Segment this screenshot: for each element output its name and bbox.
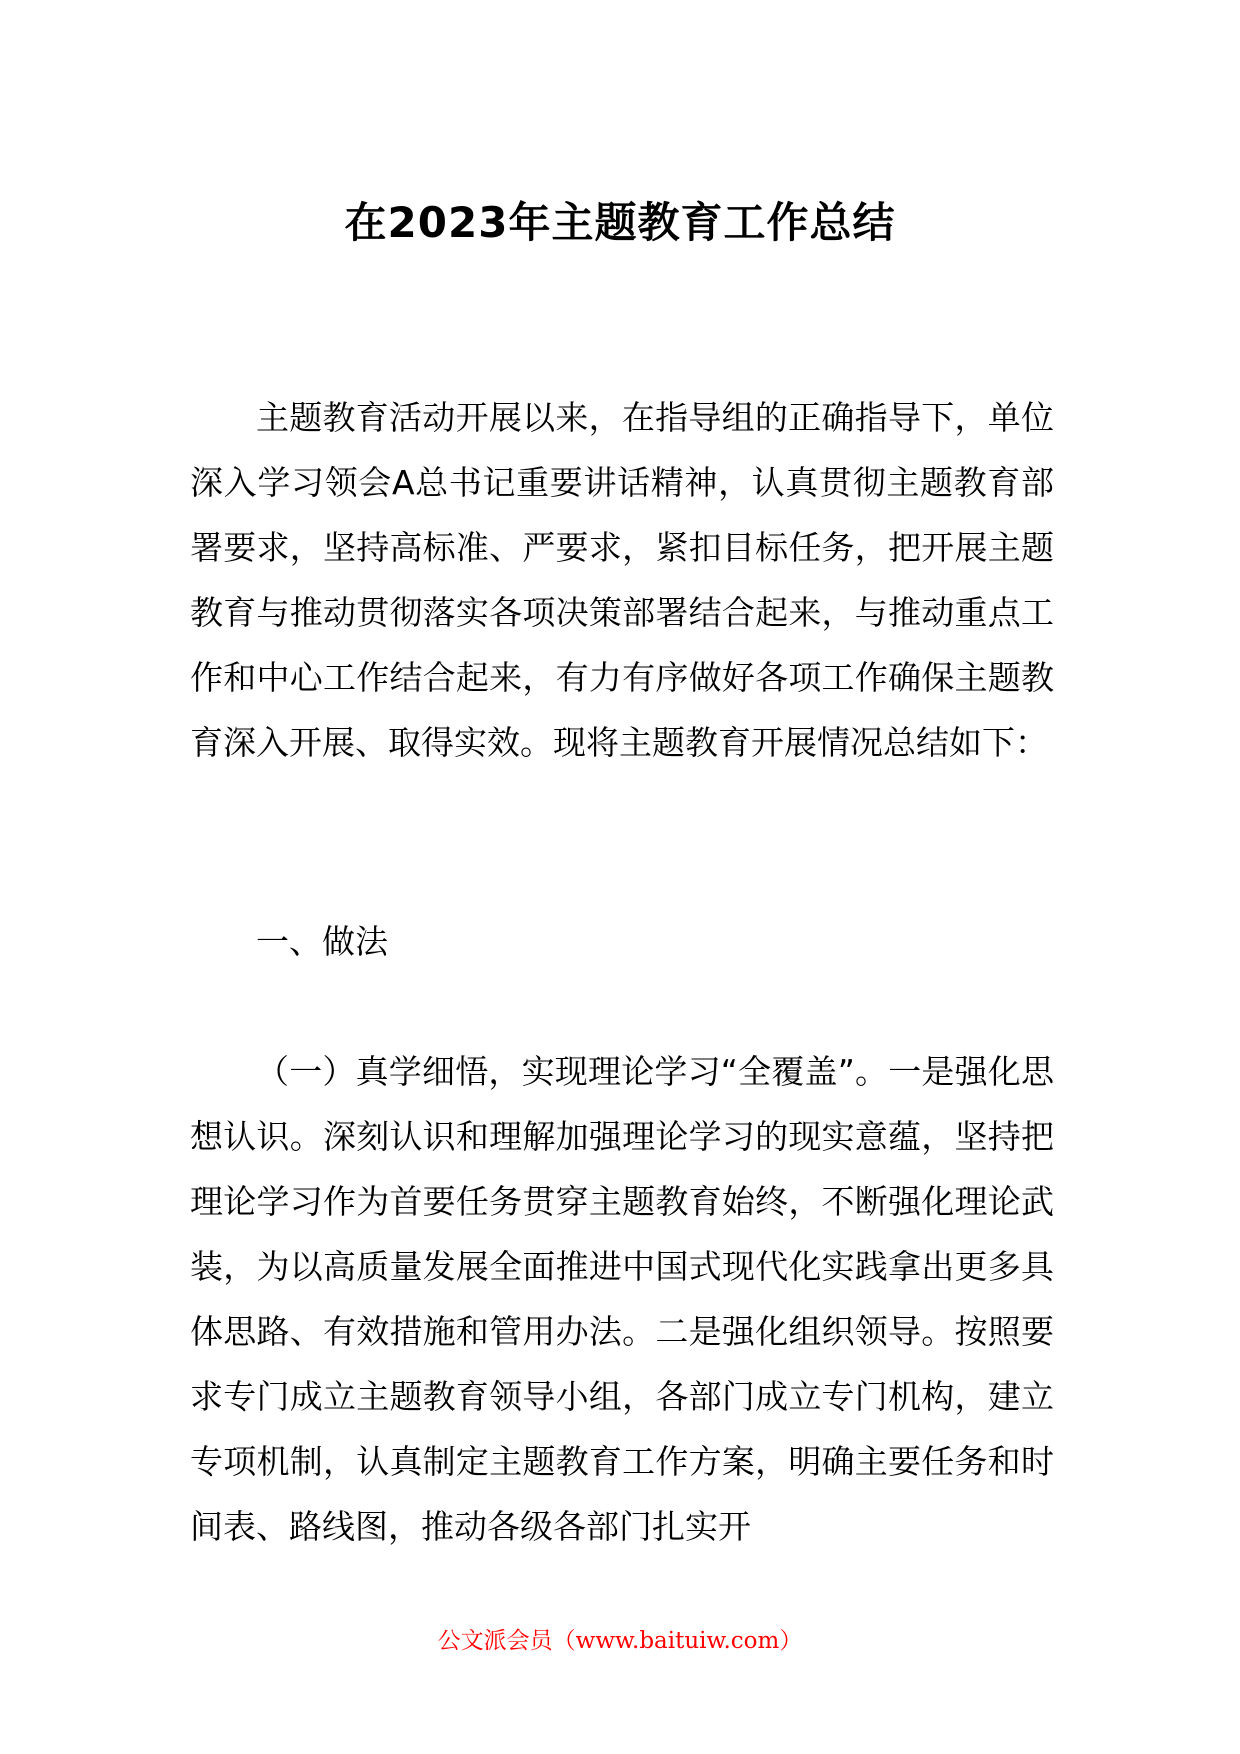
subsection-paragraph-1: （一）真学细悟，实现理论学习“全覆盖”。一是强化思想认识。深刻认识和理解加强理论学习的现实意蕴，坚持把理论学习作为首要任务贯穿主题教育始终，不断强化理论武装，为以高质量发展全面推进中国式现代化实践拿出更多具体思路、有效措施和管用办法。二是强化组织领导。按照要求专门成立主题教育领导小组，各部门成立专门机构，建立专项机制，认真制定主题教育工作方案，明确主要任务和时间表、路线图，推动各级各部门扎实开 [190,1052,1054,1546]
section-heading-practices: 一、做法 [256,922,388,961]
document-title: 在2023年主题教育工作总结 [344,198,896,247]
intro-paragraph: 主题教育活动开展以来，在指导组的正确指导下，单位深入学习领会A总书记重要讲话精神，认真贯彻主题教育部署要求，坚持高标准、严要求，紧扣目标任务，把开展主题教育与推动贯彻落实各项决策部署结合起来，与推动重点工作和中心工作结合起来，有力有序做好各项工作确保主题教育深入开展、取得实效。现将主题教育开展情况总结如下： [190,398,1054,762]
footer-watermark: 公文派会员（www.baituiw.com） [437,1628,803,1654]
